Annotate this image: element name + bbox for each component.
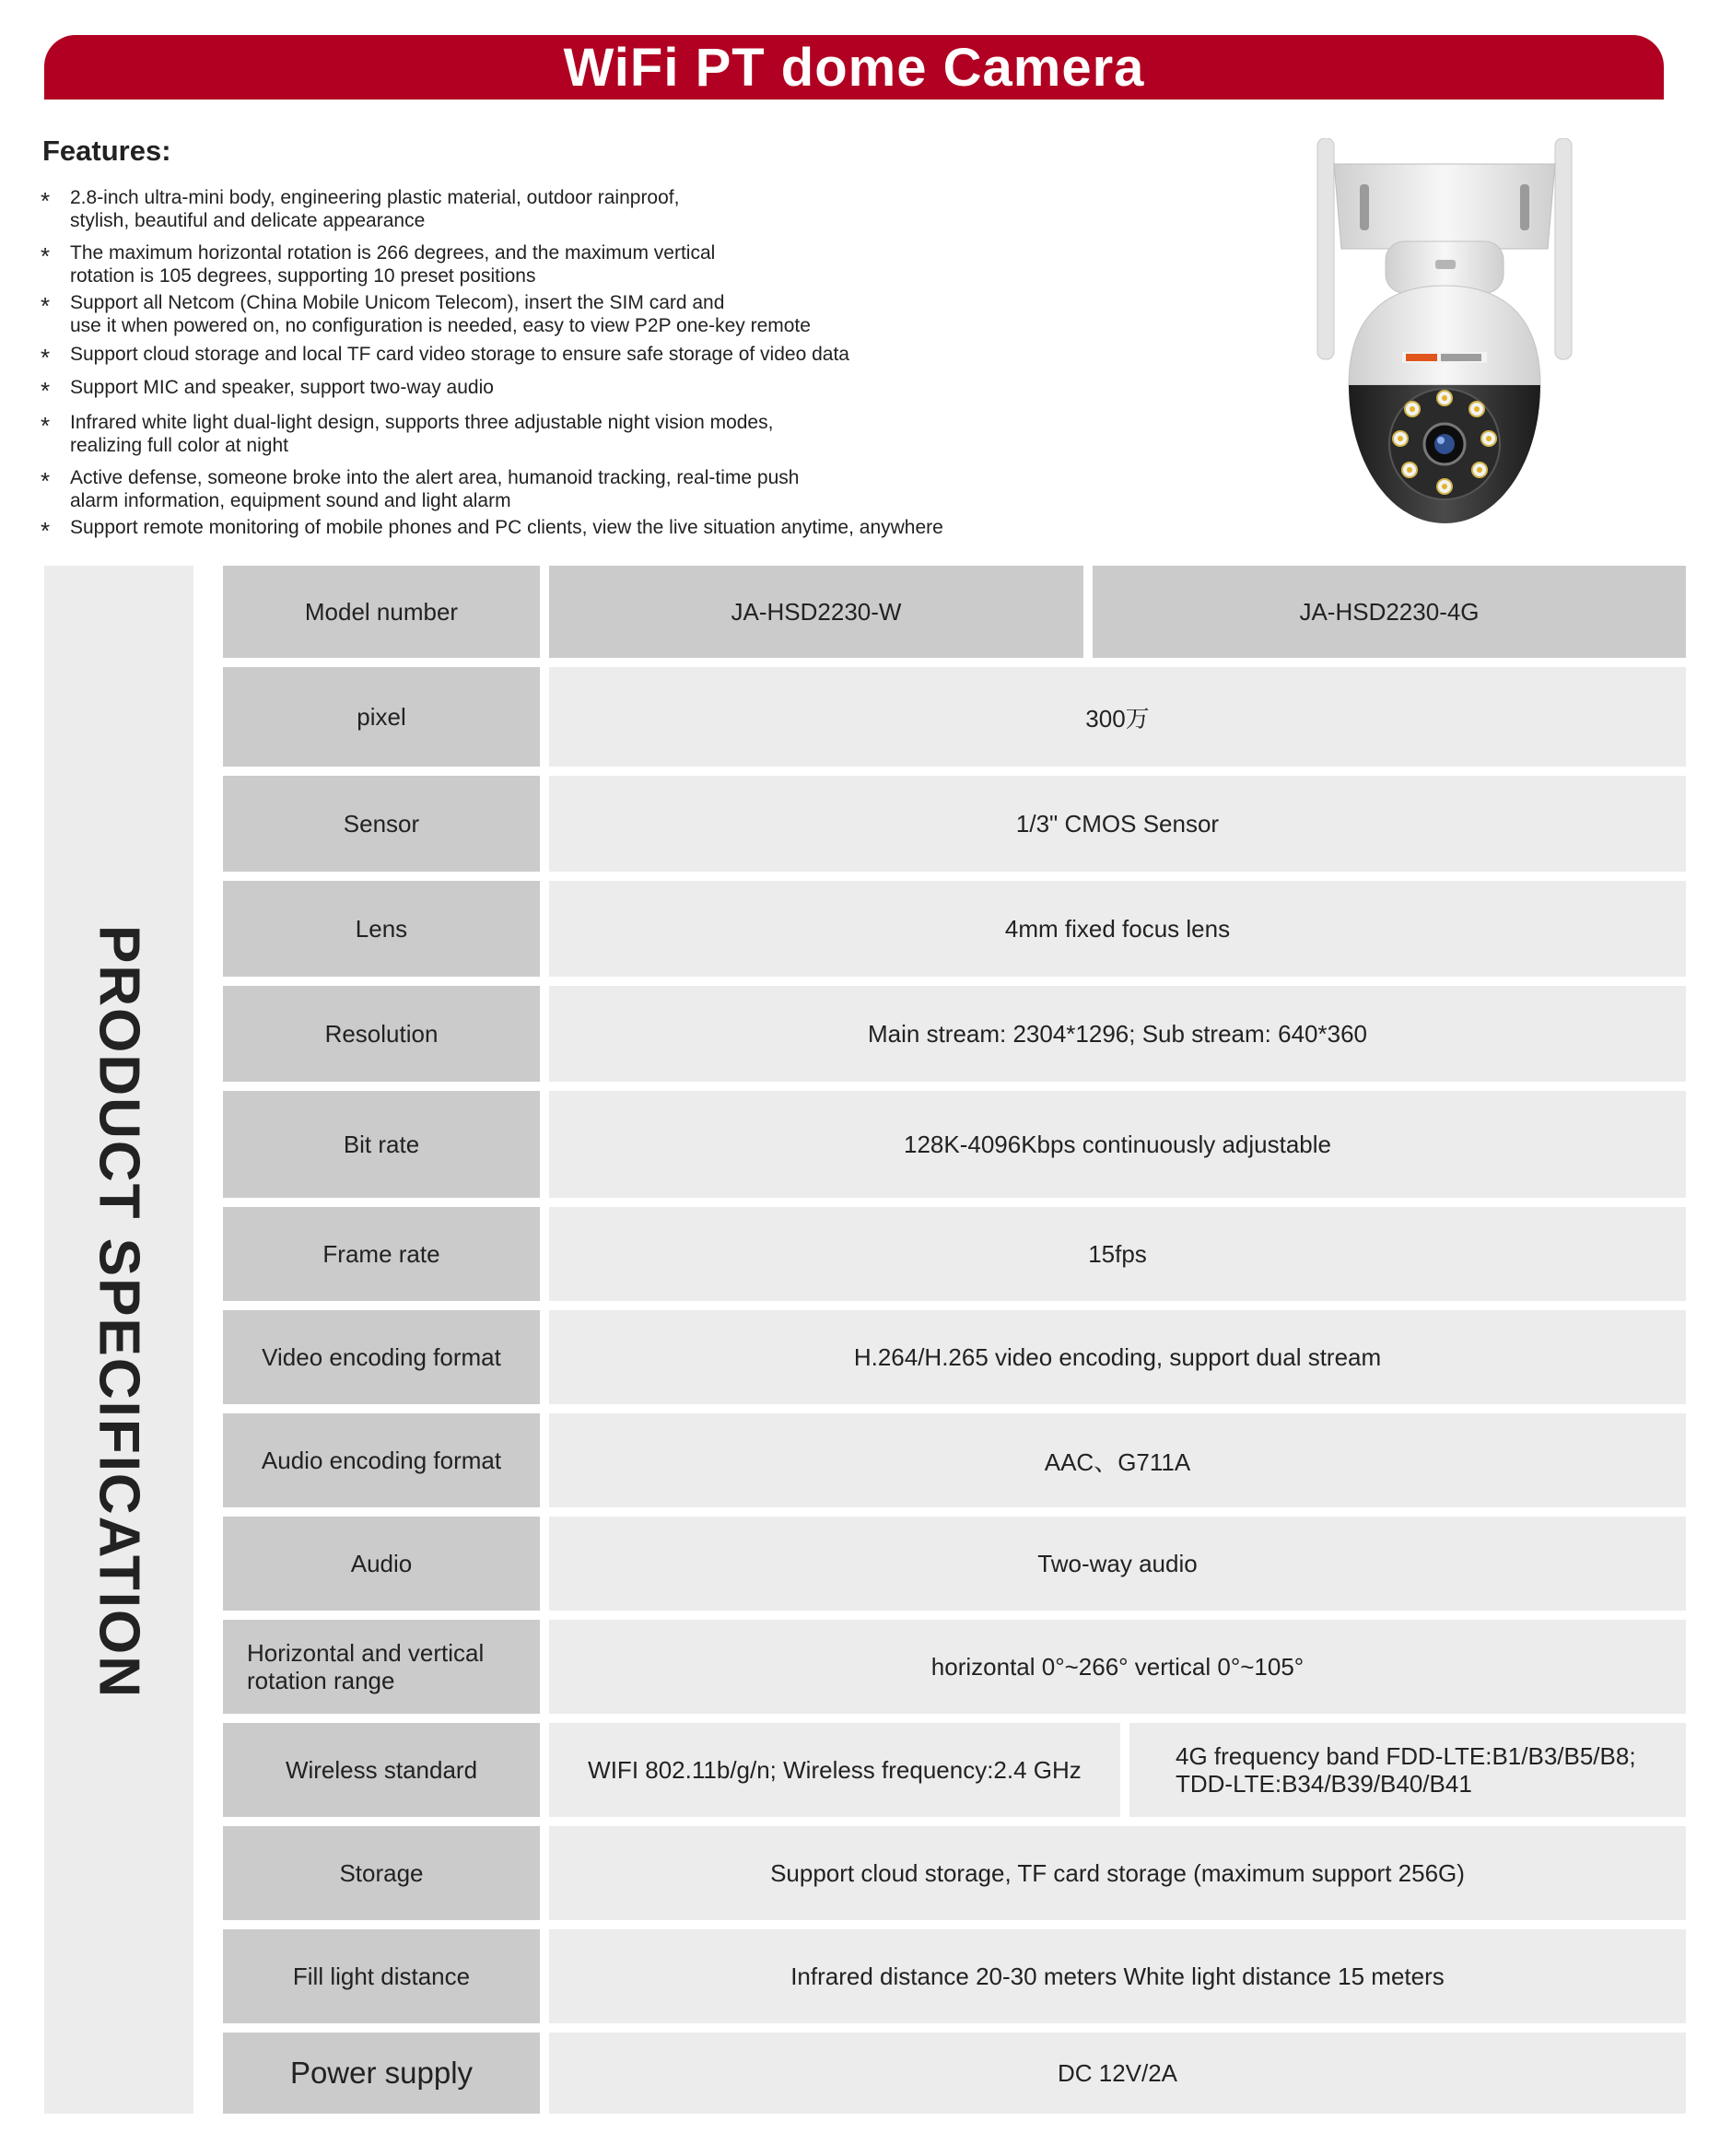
feature-text: The maximum horizontal rotation is 266 degrees, and the maximum vertical rotation is 105 degrees, supporting 10 preset positions xyxy=(70,242,716,287)
spec-label: Fill light distance xyxy=(223,1929,540,2023)
spec-label: Bit rate xyxy=(223,1091,540,1198)
spec-value: horizontal 0°~266° vertical 0°~105° xyxy=(549,1620,1686,1714)
table-row xyxy=(223,1929,1686,2023)
feature-item xyxy=(41,466,799,512)
spec-value: H.264/H.265 video encoding, support dual stream xyxy=(549,1310,1686,1404)
table-row xyxy=(223,1413,1686,1507)
spec-value: JA-HSD2230-4G xyxy=(1093,566,1686,658)
feature-text: Support remote monitoring of mobile phones and PC clients, view the live situation anytime, anywhere xyxy=(70,517,943,538)
table-row xyxy=(223,1620,1686,1714)
feature-text: Active defense, someone broke into the alert area, humanoid tracking, real-time push alarm information, equipment sound and light alarm xyxy=(70,467,800,511)
table-row xyxy=(223,1310,1686,1404)
table-row xyxy=(223,1723,1686,1817)
bullet-icon: * xyxy=(41,242,51,270)
table-row xyxy=(223,881,1686,977)
spec-label: Lens xyxy=(223,881,540,977)
spec-value-wifi: WIFI 802.11b/g/n; Wireless frequency:2.4 GHz xyxy=(549,1723,1120,1817)
spec-value-lte: 4G frequency band FDD-LTE:B1/B3/B5/B8; TDD-LTE:B34/B39/B40/B41 xyxy=(1129,1723,1686,1817)
spec-value: Main stream: 2304*1296; Sub stream: 640*360 xyxy=(549,986,1686,1082)
bullet-icon: * xyxy=(41,344,51,371)
spec-label: Sensor xyxy=(223,776,540,872)
table-row xyxy=(223,986,1686,1082)
bullet-icon: * xyxy=(41,412,51,439)
spec-label: Storage xyxy=(223,1826,540,1920)
table-row xyxy=(223,2033,1686,2114)
feature-item xyxy=(41,411,773,457)
spec-value: AAC、G711A xyxy=(549,1413,1686,1507)
feature-text: Support MIC and speaker, support two-way audio xyxy=(70,377,494,398)
bullet-icon: * xyxy=(41,377,51,404)
spec-value: Infrared distance 20-30 meters White light distance 15 meters xyxy=(549,1929,1686,2023)
spec-side-title: PRODUCT SPECIFICATION xyxy=(87,925,151,1699)
table-row xyxy=(223,1207,1686,1301)
bullet-icon: * xyxy=(41,517,51,545)
spec-label: Wireless standard xyxy=(223,1723,540,1817)
bullet-icon: * xyxy=(41,292,51,320)
bullet-icon: * xyxy=(41,187,51,215)
feature-item xyxy=(41,241,715,287)
spec-side-panel xyxy=(44,566,193,2114)
bullet-icon: * xyxy=(41,467,51,495)
feature-text: Infrared white light dual-light design, supports three adjustable night vision modes, realizing full color at night xyxy=(70,412,774,456)
spec-label: Horizontal and vertical rotation range xyxy=(223,1620,540,1714)
spec-label: Resolution xyxy=(223,986,540,1082)
feature-text: 2.8-inch ultra-mini body, engineering plastic material, outdoor rainproof, stylish, beautiful and delicate appearance xyxy=(70,187,680,231)
feature-item xyxy=(41,376,494,405)
page-title: WiFi PT dome Camera xyxy=(563,37,1145,98)
feature-item xyxy=(41,291,811,337)
camera-product-image xyxy=(1306,138,1583,525)
feature-item xyxy=(41,516,943,545)
spec-label: Audio encoding format xyxy=(223,1413,540,1507)
spec-label: Power supply xyxy=(223,2033,540,2114)
table-row xyxy=(223,1517,1686,1611)
spec-label: pixel xyxy=(223,667,540,767)
spec-label: Video encoding format xyxy=(223,1310,540,1404)
feature-item xyxy=(41,343,849,372)
feature-text: Support all Netcom (China Mobile Unicom Telecom), insert the SIM card and use it when powered on, no configuration is needed, easy to view P2P one-key remote xyxy=(70,292,811,336)
spec-value: 4mm fixed focus lens xyxy=(549,881,1686,977)
table-row xyxy=(223,667,1686,767)
table-row xyxy=(223,1826,1686,1920)
feature-item xyxy=(41,186,679,232)
spec-value: 15fps xyxy=(549,1207,1686,1301)
spec-label: Audio xyxy=(223,1517,540,1611)
table-row xyxy=(223,1091,1686,1198)
table-row xyxy=(223,566,1686,658)
spec-value: 128K-4096Kbps continuously adjustable xyxy=(549,1091,1686,1198)
features-heading: Features: xyxy=(42,135,171,167)
spec-label: Model number xyxy=(223,566,540,658)
spec-value: JA-HSD2230-W xyxy=(549,566,1083,658)
spec-value: DC 12V/2A xyxy=(549,2033,1686,2114)
title-banner xyxy=(44,35,1664,100)
spec-value: 300万 xyxy=(549,667,1686,767)
feature-text: Support cloud storage and local TF card video storage to ensure safe storage of video data xyxy=(70,344,849,365)
table-row xyxy=(223,776,1686,872)
spec-value: Two-way audio xyxy=(549,1517,1686,1611)
spec-label: Frame rate xyxy=(223,1207,540,1301)
spec-value: 1/3" CMOS Sensor xyxy=(549,776,1686,872)
spec-value: Support cloud storage, TF card storage (maximum support 256G) xyxy=(549,1826,1686,1920)
